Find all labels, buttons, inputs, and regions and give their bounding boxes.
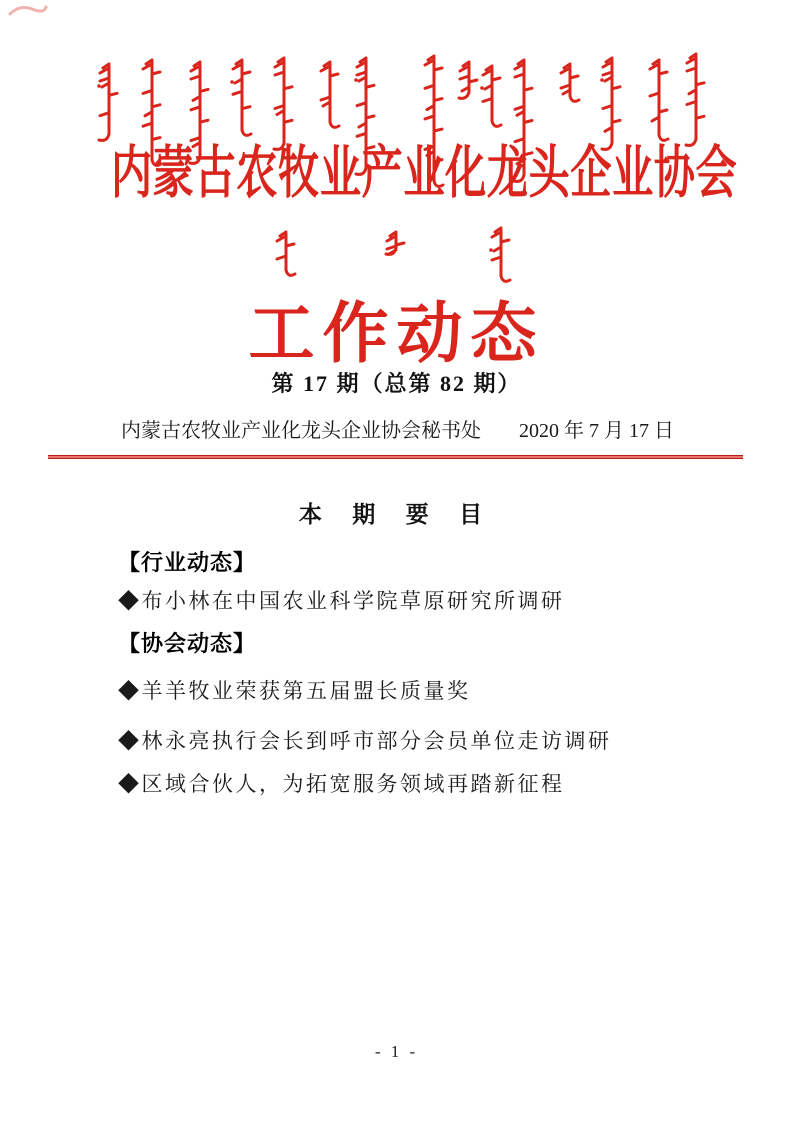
contents-item: ◆布小林在中国农业科学院草原研究所调研	[118, 589, 565, 613]
mongolian-script-glyph	[487, 226, 515, 284]
contents-section-header: 【行业动态】	[118, 550, 257, 575]
mongolian-script-glyph	[556, 62, 584, 104]
scan-artifact-mark	[8, 2, 48, 18]
publication-date: 2020 年 7 月 17 日	[519, 420, 674, 442]
contents-item: ◆区域合伙人，为拓宽服务领域再踏新征程	[118, 772, 565, 796]
contents-entry-list	[0, 548, 793, 799]
masthead-divider-rule	[48, 455, 743, 459]
contents-item: ◆羊羊牧业荣获第五届盟长质量奖	[118, 679, 471, 703]
page-number: - 1 -	[374, 1042, 419, 1061]
mongolian-script-glyph	[272, 230, 300, 278]
mongolian-script-glyph	[478, 64, 506, 129]
contents-item: ◆林永亮执行会长到呼市部分会员单位走访调研	[118, 729, 612, 753]
contents-section-header: 【协会动态】	[118, 631, 257, 656]
mongolian-script-glyph	[316, 60, 344, 130]
mongolian-script-glyph	[682, 52, 710, 147]
publisher-row	[121, 414, 674, 443]
organization-title: 内蒙古农牧业产业化龙头企业协会	[111, 142, 738, 205]
mongolian-script-glyph	[382, 230, 410, 256]
contents-section	[0, 496, 793, 799]
publisher-name: 内蒙古农牧业产业化龙头企业协会秘书处	[121, 420, 481, 442]
contents-heading: 本 期 要 目	[298, 501, 495, 527]
issue-number-line: 第 17 期（总第 82 期）	[271, 371, 522, 396]
mongolian-script-glyph	[228, 58, 256, 138]
bulletin-title: 工作动态	[248, 298, 545, 371]
